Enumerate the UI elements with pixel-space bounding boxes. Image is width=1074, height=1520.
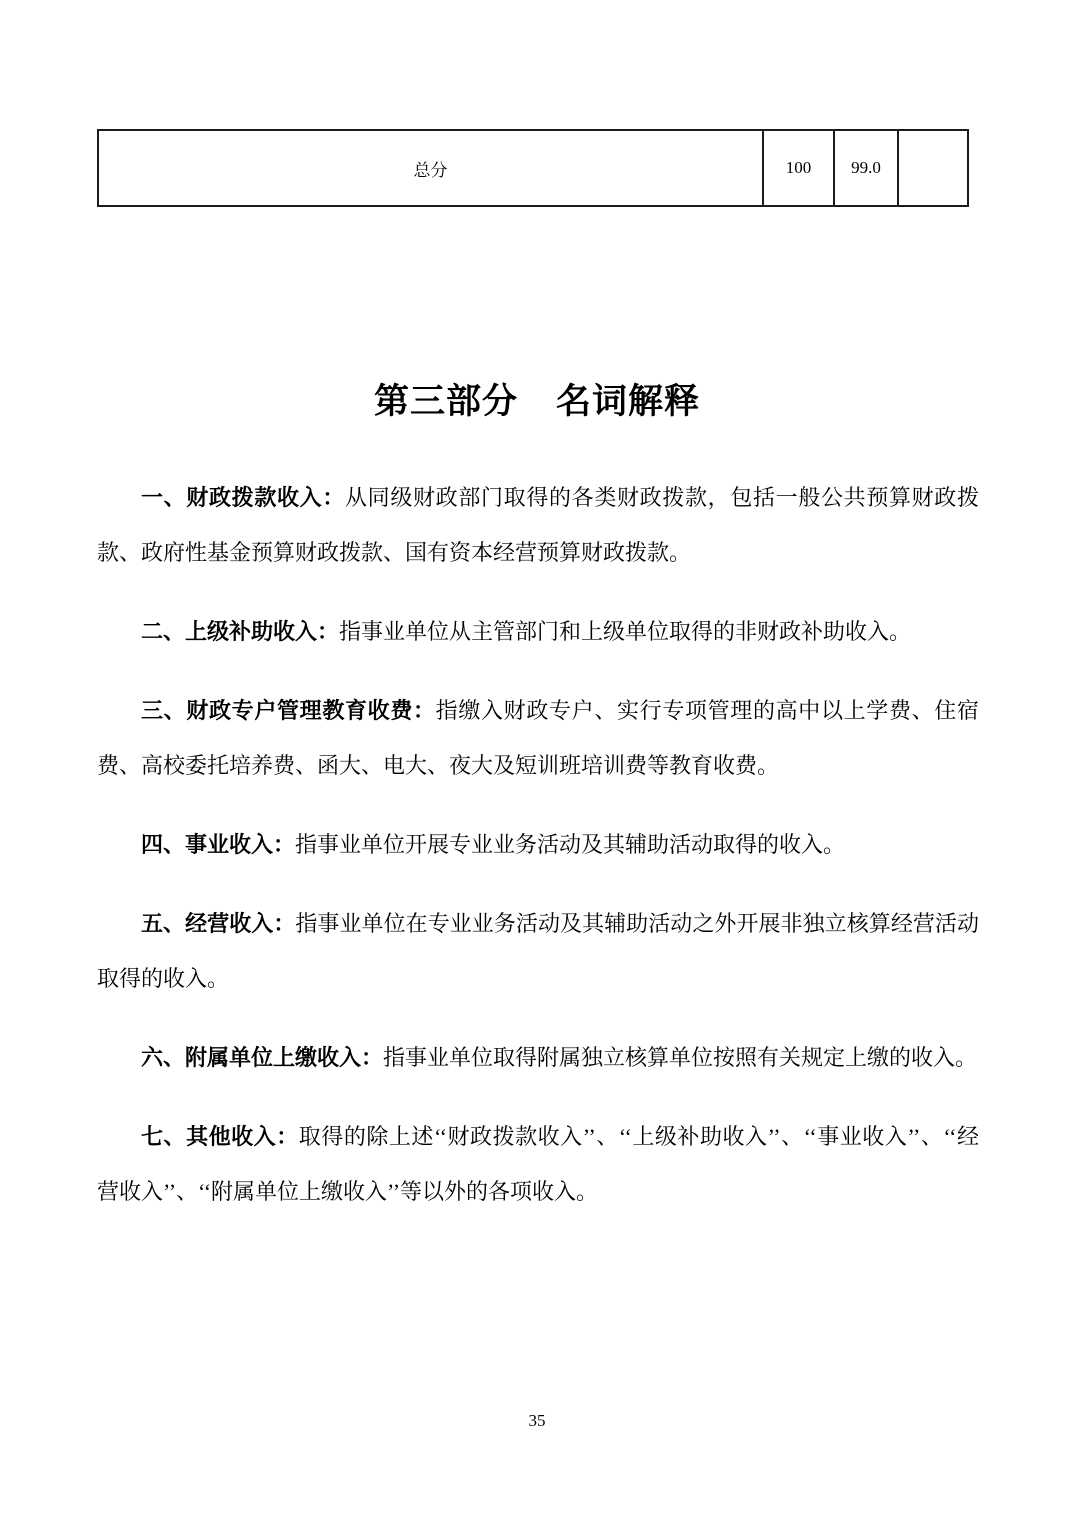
term-label: 三、财政专户管理教育收费： [141,698,436,723]
glossary-paragraph-5 [97,896,979,1006]
score-summary-table [97,129,969,207]
table-row [98,130,968,206]
table-cell-max-score: 100 [763,130,834,206]
term-label: 五、经营收入： [141,911,296,936]
glossary-paragraph-3 [97,683,979,793]
term-label: 七、其他收入： [141,1124,299,1149]
term-definition: 从同级财政部门取得的各类财政拨款，包括一般公共预算财政拨款、政府性基金预算财政拨款、国有资本经营预算财政拨款。 [97,485,979,565]
table-cell-label: 总分 [98,130,763,206]
table-cell-empty [898,130,968,206]
glossary-paragraph-1 [97,470,979,580]
term-definition: 指事业单位从主管部门和上级单位取得的非财政补助收入。 [339,619,912,644]
section-title-part1: 第三部分 [373,382,518,421]
term-definition: 指事业单位在专业业务活动及其辅助活动之外开展非独立核算经营活动取得的收入。 [97,911,979,991]
glossary-paragraph-2 [97,604,979,659]
term-label: 一、财政拨款收入： [141,485,345,510]
glossary-paragraph-7 [97,1109,979,1219]
term-label: 二、上级补助收入： [141,619,340,644]
term-label: 六、附属单位上缴收入： [141,1045,384,1070]
glossary-content [97,470,979,1243]
term-definition: 指事业单位取得附属独立核算单位按照有关规定上缴的收入。 [383,1045,978,1070]
term-definition: 指事业单位开展专业业务活动及其辅助活动取得的收入。 [295,832,846,857]
term-definition: 取得的除上述‘‘财政拨款收入’’、‘‘上级补助收入’’、‘‘事业收入’’、‘‘经营收入’’、‘‘附属单位上缴收入’’等以外的各项收入。 [97,1124,979,1204]
section-title [0,374,1074,424]
glossary-paragraph-4 [97,817,979,872]
term-definition: 指缴入财政专户、实行专项管理的高中以上学费、住宿费、高校委托培养费、函大、电大、夜大及短训班培训费等教育收费。 [97,698,979,778]
section-title-part2: 名词解释 [556,382,701,421]
table-cell-score: 99.0 [834,130,898,206]
glossary-paragraph-6 [97,1030,979,1085]
term-label: 四、事业收入： [141,832,296,857]
page-number: 35 [528,1411,546,1430]
